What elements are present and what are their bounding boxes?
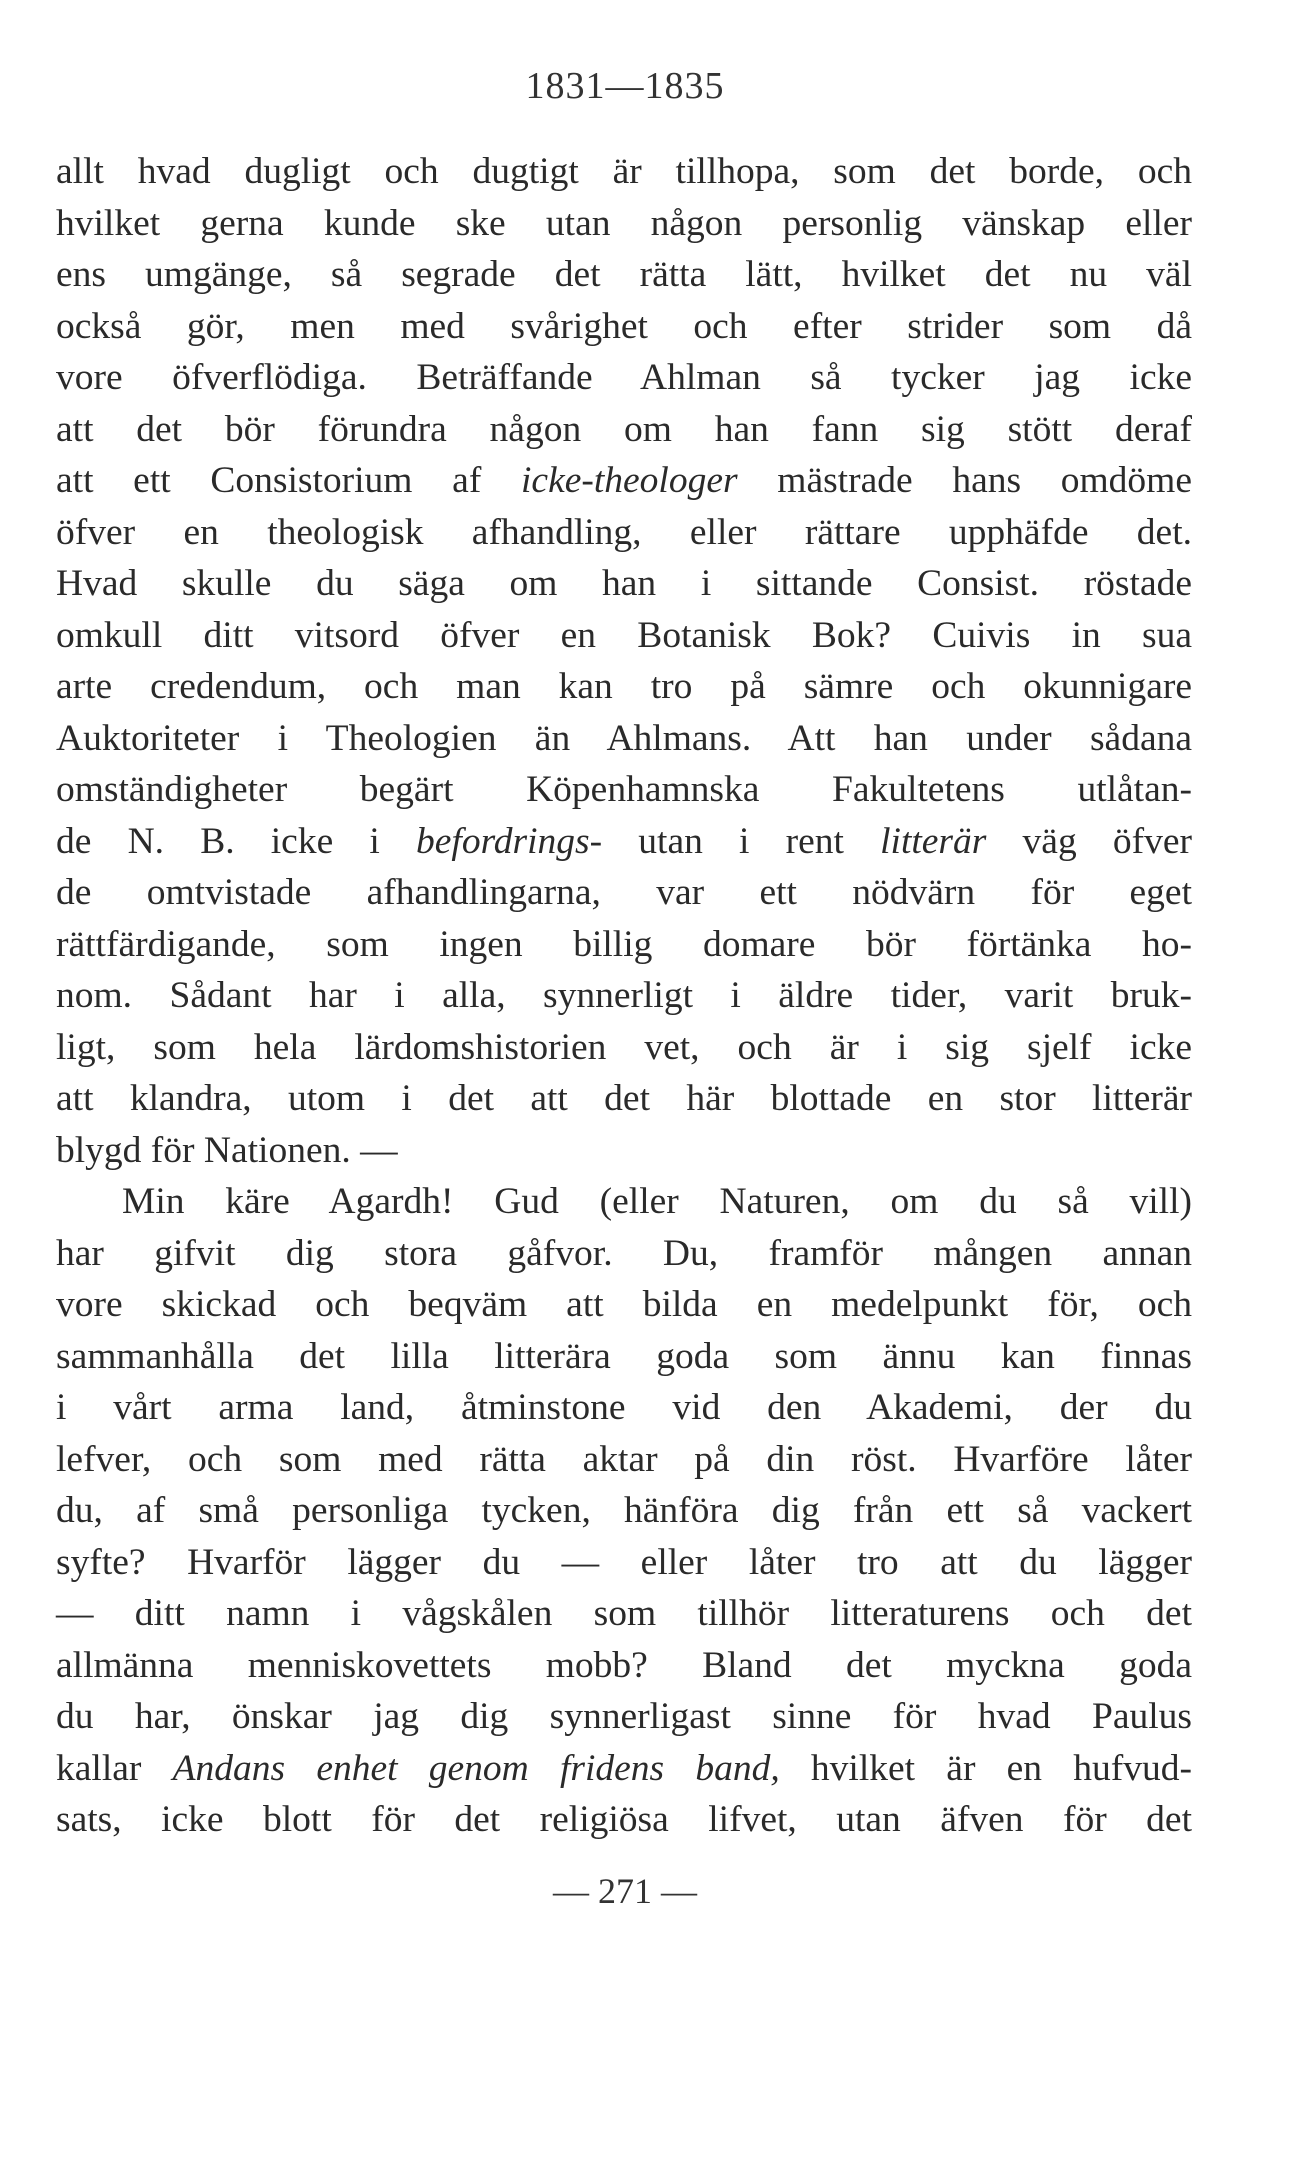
- text-line: har gifvit dig stora gåfvor. Du, framför mången annan: [56, 1232, 1192, 1274]
- text-line: Min käre Agardh! Gud (eller Naturen, om du så vill): [122, 1181, 1192, 1222]
- page-number: — 271 —: [553, 1871, 697, 1911]
- text-line: allt hvad dugligt och dugtigt är tillhopa, som det borde, och: [56, 151, 1192, 192]
- text-line: att klandra, utom i det att det här blottade en stor litterär: [56, 1078, 1192, 1119]
- text-line: arte credendum, och man kan tro på sämre och okunnigare: [56, 666, 1192, 707]
- text-line: öfver en theologisk afhandling, eller rättare upphäfde det.: [56, 511, 1192, 553]
- emphasis: icke-theologer: [521, 460, 738, 501]
- text-line: rättfärdigande, som ingen billig domare bör förtänka ho-: [56, 923, 1192, 965]
- text-line: sammanhålla det lilla litterära goda som ännu kan finnas: [56, 1335, 1192, 1377]
- emphasis: befordrings-: [416, 820, 603, 862]
- text-line: i vårt arma land, åtminstone vid den Akademi, der du: [56, 1387, 1192, 1428]
- text-line: vore öfverflödiga. Beträffande Ahlman så tycker jag icke: [56, 357, 1192, 398]
- text-line: omkull ditt vitsord öfver en Botanisk Bok? Cuivis in sua: [56, 614, 1192, 656]
- text-line: att det bör förundra någon om han fann sig stött deraf: [56, 408, 1192, 450]
- text-line: vore skickad och beqväm att bilda en medelpunkt för, och: [56, 1284, 1192, 1325]
- text-line: att ett Consistorium af icke-theologer mästrade hans omdöme: [56, 460, 1192, 501]
- text-line: blygd för Nationen. —: [56, 1129, 398, 1171]
- emphasis: litterär: [880, 820, 987, 862]
- text-line: också gör, men med svårighet och efter strider som då: [56, 305, 1192, 347]
- text-line: — ditt namn i vågskålen som tillhör litteraturens och det: [56, 1593, 1192, 1634]
- text-line: syfte? Hvarför lägger du — eller låter tro att du lägger: [56, 1541, 1192, 1583]
- text-line: kallar Andans enhet genom fridens band, hvilket är en hufvud-: [56, 1747, 1192, 1789]
- text-line: nom. Sådant har i alla, synnerligt i äldre tider, varit bruk-: [56, 975, 1192, 1016]
- text-line: lefver, och som med rätta aktar på din röst. Hvarföre låter: [56, 1438, 1192, 1480]
- paragraph-1: [56, 146, 1192, 1176]
- text-line: Hvad skulle du säga om han i sittande Consist. röstade: [56, 563, 1192, 604]
- text-line: ligt, som hela lärdomshistorien vet, och är i sig sjelf icke: [56, 1026, 1192, 1068]
- text-line: Auktoriteter i Theologien än Ahlmans. Att han under sådana: [56, 717, 1192, 759]
- text-line: omständigheter begärt Köpenhamnska Fakultetens utlåtan-: [56, 769, 1192, 810]
- text-line: hvilket gerna kunde ske utan någon personlig vänskap eller: [56, 202, 1192, 244]
- text-line: du, af små personliga tycken, hänföra dig från ett så vackert: [56, 1490, 1192, 1531]
- text-line: ens umgänge, så segrade det rätta lätt, hvilket det nu väl: [56, 254, 1192, 295]
- emphasis: Andans enhet genom fridens band,: [172, 1747, 780, 1789]
- text-line: du har, önskar jag dig synnerligast sinne för hvad Paulus: [56, 1696, 1192, 1737]
- text-line: de N. B. icke i befordrings- utan i rent litterär väg öfver: [56, 820, 1192, 862]
- text-line: sats, icke blott för det religiösa lifvet, utan äfven för det: [56, 1799, 1192, 1840]
- running-head: 1831—1835: [525, 65, 725, 107]
- text-line: de omtvistade afhandlingarna, var ett nödvärn för eget: [56, 872, 1192, 913]
- text-line: allmänna menniskovettets mobb? Bland det myckna goda: [56, 1644, 1192, 1686]
- paragraph-2: [56, 1176, 1192, 1846]
- body-text: [56, 146, 1192, 1846]
